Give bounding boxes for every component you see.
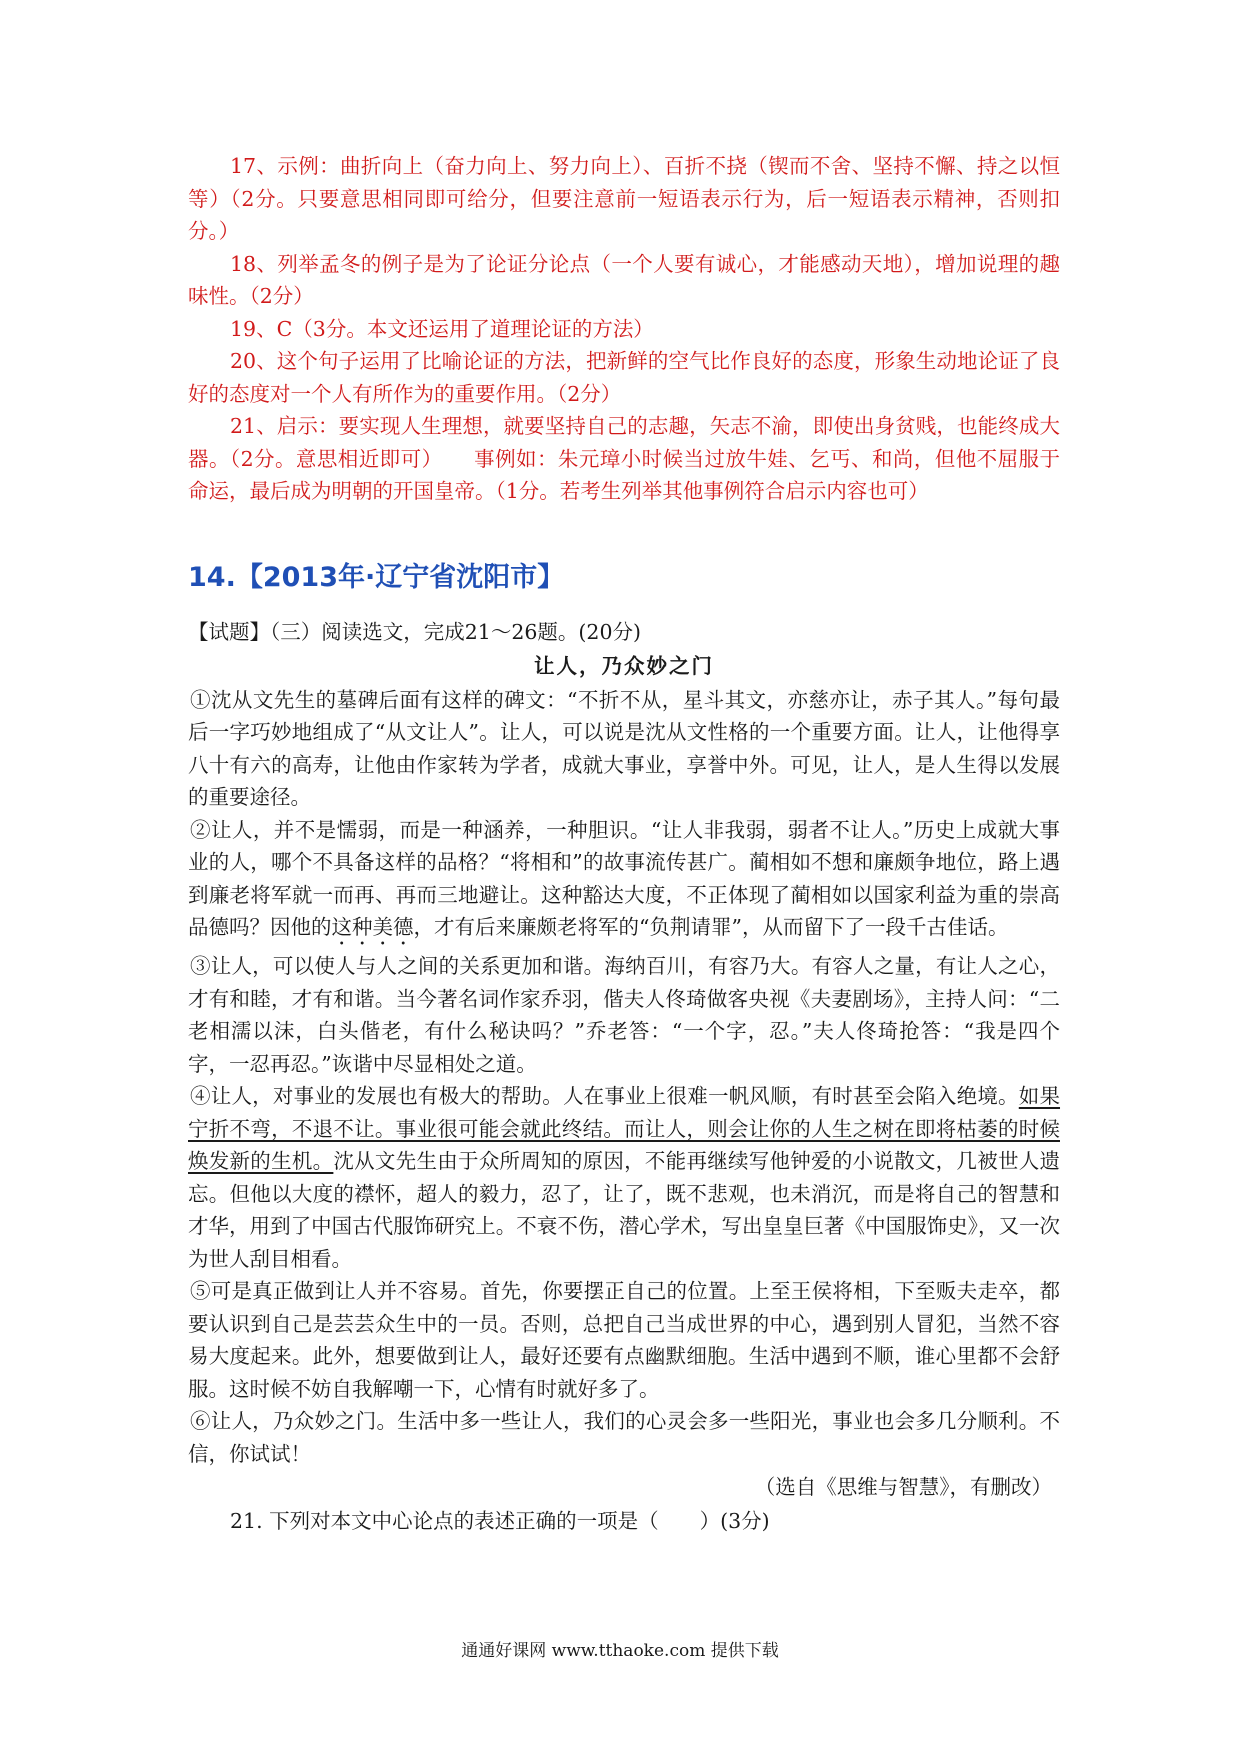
question-21: 21. 下列对本文中心论点的表述正确的一项是（ ）(3分) [230, 1509, 770, 1533]
underlined-sentence: 如果宁折不弯，不退不让。事业很可能会就此终结。而让人，则会让你的人生之树在即将枯萎的时候焕发新的生机。 [188, 1084, 1061, 1173]
paragraph-1: ①沈从文先生的墓碑后面有这样的碑文：“不折不从，星斗其文，亦慈亦让，赤子其人。”每句最后一字巧妙地组成了“从文让人”。让人，可以说是沈从文性格的一个重要方面。让人，让他得享八十有六的高寿，让他由作家转为学者，成就大事业，享誉中外。可见，让人，是人生得以发展的重要途径。 [188, 687, 1060, 809]
paragraph-2 [188, 814, 1060, 951]
paragraph-4-text-b: 沈从文先生由于众所周知的原因，不能再继续写他钟爱的小说散文，几被世人遗忘。但他以大度的襟怀，超人的毅力，忍了，让了，既不悲观，也未消沉，而是将自己的智慧和才华，用到了中国古代服饰研究上。不衰不伤，潜心学术，写出皇皇巨著《中国服饰史》，又一次为世人刮目相看。 [188, 1149, 1061, 1271]
article-title: 让人，乃众妙之门 [534, 653, 714, 678]
source-note: （选自《思维与智慧》，有删改） [754, 1475, 1052, 1499]
dotted-phrase: 这种美德 [331, 915, 414, 939]
question-prompt: 【试题】（三）阅读选文，完成21～26题。(20分) [188, 619, 642, 644]
paragraph-3: ③让人，可以使人与人之间的关系更加和谐。海纳百川，有容乃大。有容人之量，有让人之心，才有和睦，才有和谐。当今著名词作家乔羽，偕夫人佟琦做客央视《夫妻剧场》，主持人问：“二老相濡以沫，白头偕老，有什么秘诀吗？”乔老答：“一个字，忍。”夫人佟琦抢答：“我是四个字，一忍再忍。”诙谐中尽显相处之道。 [188, 954, 1060, 1076]
answer-18: 18、列举孟冬的例子是为了论证分论点（一个人要有诚心，才能感动天地），增加说理的趣味性。（2分） [188, 251, 1060, 308]
paragraph-5: ⑤可是真正做到让人并不容易。首先，你要摆正自己的位置。上至王侯将相，下至贩夫走卒，都要认识到自己是芸芸众生中的一员。否则，总把自己当成世界的中心，遇到别人冒犯，当然不容易大度起来。此外，想要做到让人，最好还要有点幽默细胞。生活中遇到不顺，谁心里都不会舒服。这时候不妨自我解嘲一下，心情有时就好多了。 [188, 1279, 1060, 1401]
section-title: 14.【2013年·辽宁省沈阳市】 [188, 561, 565, 593]
paragraph-2-text-b: ，才有后来廉颇老将军的“负荆请罪”，从而留下了一段千古佳话。 [413, 915, 1009, 939]
paragraph-4-text-a: ④让人，对事业的发展也有极大的帮助。人在事业上很难一帆风顺，有时甚至会陷入绝境。 [190, 1084, 1019, 1108]
page-content [188, 150, 1060, 1538]
answer-17: 17、示例：曲折向上（奋力向上、努力向上）、百折不挠（锲而不舍、坚持不懈、持之以恒等）（2分。只要意思相同即可给分，但要注意前一短语表示行为，后一短语表示精神，否则扣分。） [188, 154, 1060, 243]
answer-20: 20、这个句子运用了比喻论证的方法，把新鲜的空气比作良好的态度，形象生动地论证了良好的态度对一个人有所作为的重要作用。（2分） [188, 349, 1060, 406]
answer-21: 21、启示：要实现人生理想，就要坚持自己的志趣，矢志不渝，即使出身贫贱，也能终成大器。（2分。意思相近即可） 事例如：朱元璋小时候当过放牛娃、乞丐、和尚，但他不屈服于命运，最后成为明朝的开国皇帝。（1分。若考生列举其他事例符合启示内容也可） [188, 414, 1060, 503]
paragraph-2-text-a: ②让人，并不是懦弱，而是一种涵养，一种胆识。“让人非我弱，弱者不让人。”历史上成就大事业的人，哪个不具备这样的品格？“将相和”的故事流传甚广。蔺相如不想和廉颇争地位，路上遇到廉老将军就一而再、再而三地避让。这种豁达大度，不正体现了蔺相如以国家利益为重的崇高品德吗？因他的 [188, 817, 1060, 939]
article-body [188, 684, 1060, 1471]
paragraph-4 [188, 1080, 1060, 1275]
answer-block [188, 150, 1060, 508]
footer-credit: 通通好课网 www.tthaoke.com 提供下载 [461, 1641, 779, 1661]
paragraph-6: ⑥让人，乃众妙之门。生活中多一些让人，我们的心灵会多一些阳光，事业也会多几分顺利。不信，你试试！ [188, 1409, 1060, 1466]
answer-19: 19、C（3分。本文还运用了道理论证的方法） [230, 316, 654, 341]
